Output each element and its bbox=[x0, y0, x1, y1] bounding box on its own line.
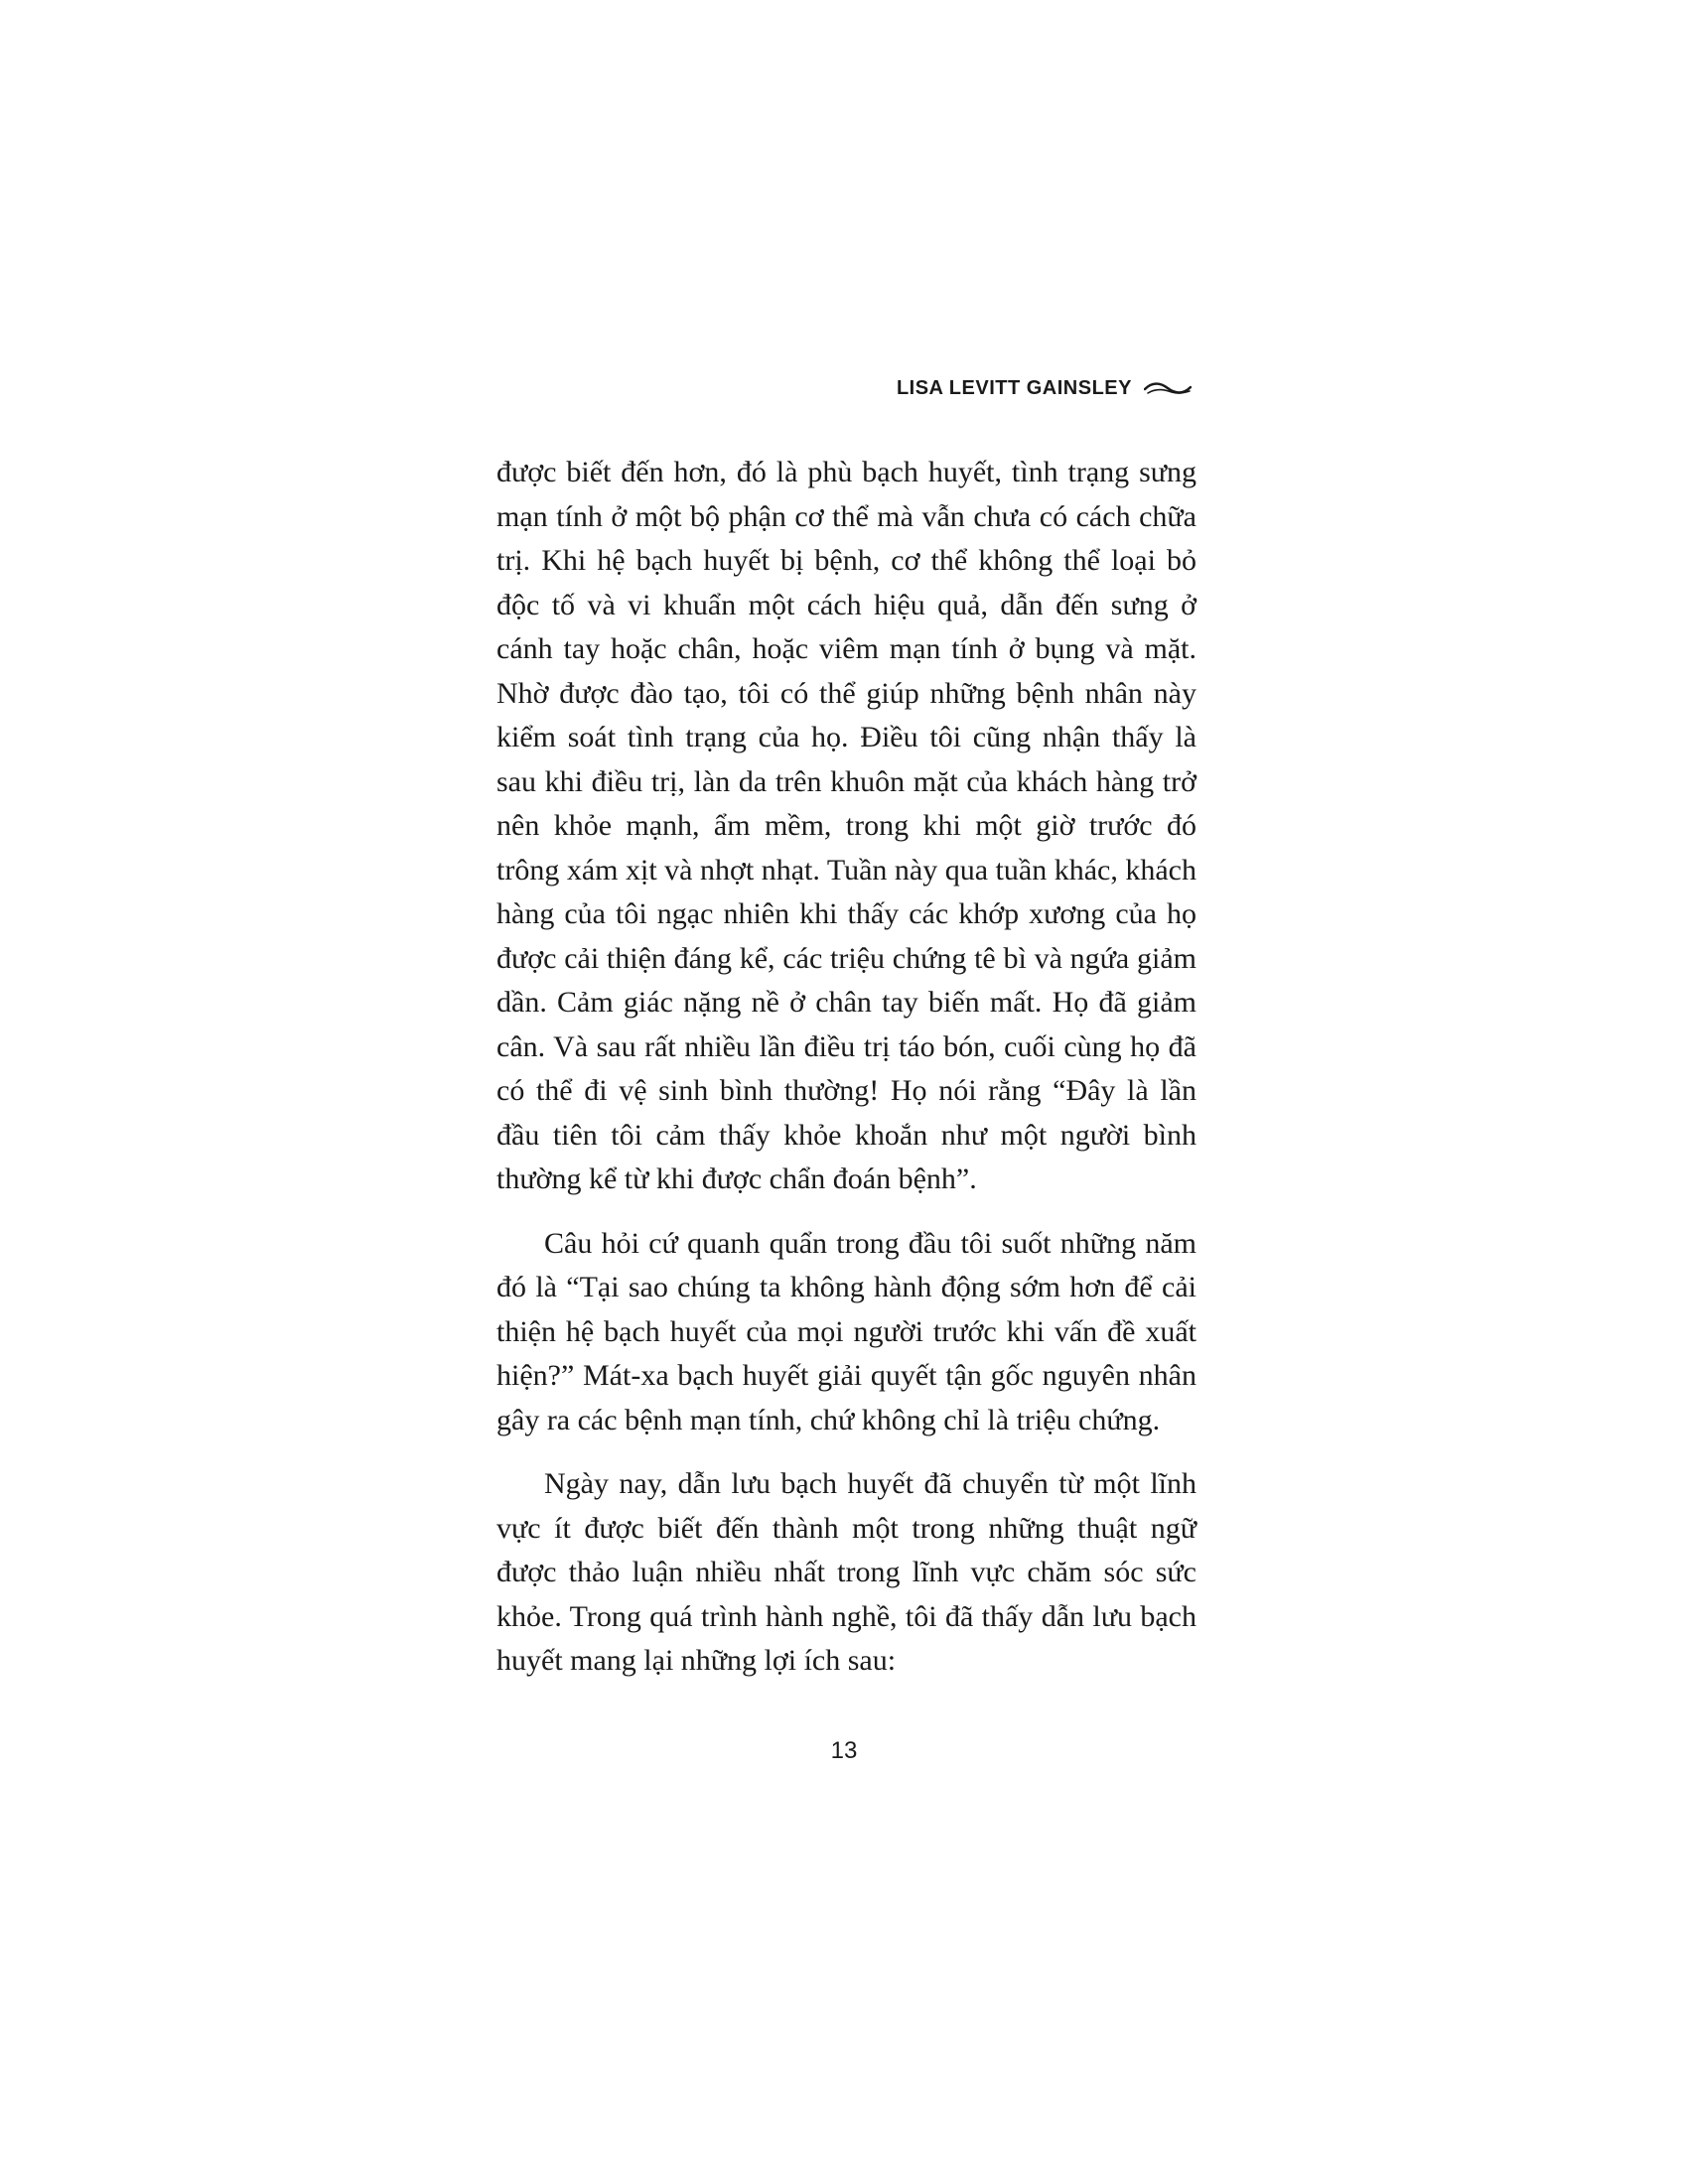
page-number: 13 bbox=[830, 1737, 858, 1764]
paragraph-1: được biết đến hơn, đó là phù bạch huyết, tình trạng sưng mạn tính ở một bộ phận cơ thể mà vẫn chưa có cách chữa trị. Khi hệ bạch huyết bị bệnh, cơ thể không thể loại bỏ độc tố và vi khuẩn một cách hiệu quả, dẫn đến sưng ở cánh tay hoặc chân, hoặc viêm mạn tính ở bụng và mặt. Nhờ được đào tạo, tôi có thể giúp những bệnh nhân này kiểm soát tình trạng của họ. Điều tôi cũng nhận thấy là sau khi điều trị, làn da trên khuôn mặt của khách hàng trở nên khỏe mạnh, ẩm mềm, trong khi một giờ trước đó trông xám xịt và nhợt nhạt. Tuần này qua tuần khác, khách hàng của tôi ngạc nhiên khi thấy các khớp xương của họ được cải thiện đáng kể, các triệu chứng tê bì và ngứa giảm dần. Cảm giác nặng nề ở chân tay biến mất. Họ đã giảm cân. Và sau rất nhiều lần điều trị táo bón, cuối cùng họ đã có thể đi vệ sinh bình thường! Họ nói rằng “Đây là lần đầu tiên tôi cảm thấy khỏe khoắn như một người bình thường kể từ khi được chẩn đoán bệnh”. bbox=[496, 456, 1196, 1195]
wave-ornament-icon bbox=[1144, 381, 1192, 397]
running-header bbox=[897, 377, 1192, 400]
paragraph-2: Câu hỏi cứ quanh quẩn trong đầu tôi suốt những năm đó là “Tại sao chúng ta không hành động sớm hơn để cải thiện hệ bạch huyết của mọi người trước khi vấn đề xuất hiện?” Mát-xa bạch huyết giải quyết tận gốc nguyên nhân gây ra các bệnh mạn tính, chứ không chỉ là triệu chứng. bbox=[496, 1226, 1196, 1436]
author-name: LISA LEVITT GAINSLEY bbox=[896, 377, 1132, 399]
paragraph-3: Ngày nay, dẫn lưu bạch huyết đã chuyển từ một lĩnh vực ít được biết đến thành một trong những thuật ngữ được thảo luận nhiều nhất trong lĩnh vực chăm sóc sức khỏe. Trong quá trình hành nghề, tôi đã thấy dẫn lưu bạch huyết mang lại những lợi ích sau: bbox=[496, 1467, 1196, 1677]
body-text bbox=[496, 451, 1196, 1684]
